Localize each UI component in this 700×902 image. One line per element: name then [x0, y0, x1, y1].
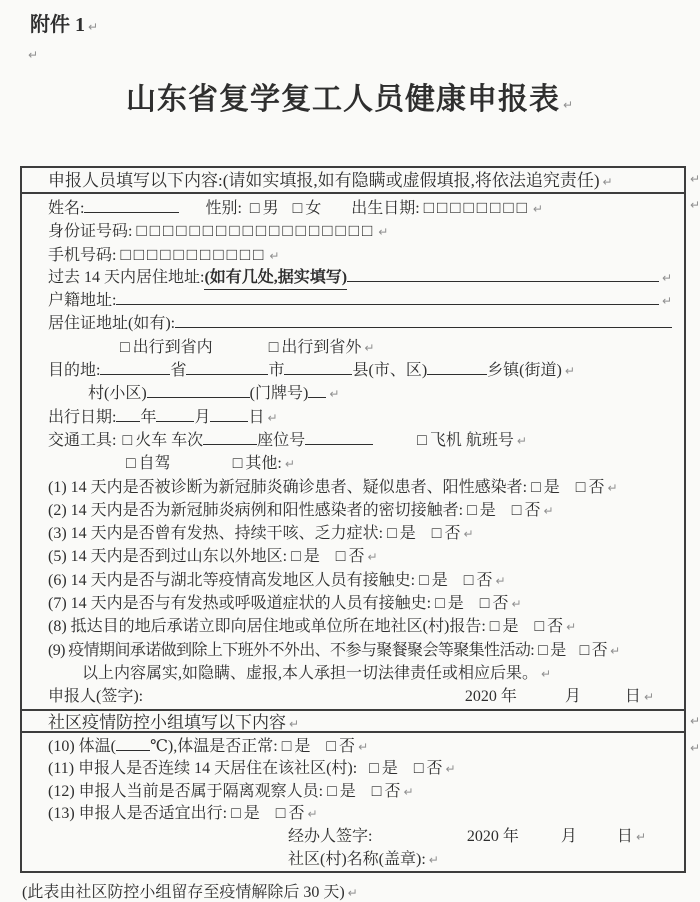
- paragraph-mark-icon: ↵: [543, 503, 554, 518]
- declarant-content: [22, 194, 684, 709]
- yes-label: 是: [294, 737, 311, 755]
- village-line: [48, 382, 672, 405]
- no-checkbox[interactable]: □: [575, 478, 586, 496]
- county-label: 县(市、区): [352, 362, 428, 380]
- community-name-label: 社区(村)名称(盖章):: [288, 850, 426, 868]
- declarant-sign-label: 申报人(签字):: [48, 688, 144, 706]
- paragraph-mark-icon: ↵: [267, 410, 278, 425]
- temperature-blank[interactable]: [116, 746, 150, 751]
- paragraph-mark-icon: ↵: [358, 739, 369, 754]
- yes-checkbox[interactable]: □: [387, 525, 397, 543]
- phone-line: [48, 243, 672, 266]
- paragraph-mark-icon: ↵: [690, 172, 700, 186]
- paragraph-mark-icon: ↵: [364, 340, 375, 355]
- no-label: 否: [492, 595, 509, 613]
- no-label: 否: [547, 618, 564, 636]
- paragraph-mark-icon: ↵: [564, 364, 575, 379]
- travel-outside-label: 出行到省外: [281, 338, 362, 356]
- no-label: 否: [288, 805, 305, 823]
- paragraph-mark-icon: ↵: [445, 762, 456, 777]
- temperature-prefix: (10) 体温(: [48, 737, 116, 755]
- name-label: 姓名:: [48, 200, 85, 217]
- footnote-text: (此表由社区防控小组留存至疫情解除后 30 天): [22, 884, 345, 901]
- no-checkbox[interactable]: □: [534, 618, 545, 636]
- question-text: (5) 14 天内是否到过山东以外地区:: [48, 548, 288, 566]
- month-blank[interactable]: [156, 417, 194, 422]
- seat-blank[interactable]: [305, 440, 373, 445]
- question-text: (13) 申报人是否适宜出行:: [48, 805, 228, 823]
- yes-label: 是: [543, 478, 560, 496]
- paragraph-mark-icon: ↵: [690, 198, 700, 212]
- sign-day: 日: [624, 688, 641, 706]
- no-checkbox[interactable]: □: [511, 501, 522, 519]
- statement-line: [48, 662, 672, 685]
- yes-checkbox[interactable]: □: [291, 548, 301, 566]
- paragraph-mark-icon: ↵: [661, 270, 672, 285]
- year-blank[interactable]: [116, 417, 140, 422]
- destination-label: 目的地:: [48, 362, 101, 380]
- declarant-section-header: [22, 168, 684, 194]
- no-label: 否: [384, 782, 401, 800]
- handler-sign-line: [48, 826, 672, 849]
- question-row: [48, 615, 672, 638]
- name-blank[interactable]: [84, 208, 179, 213]
- form-table: [20, 166, 686, 873]
- male-label: 男: [262, 200, 279, 217]
- yes-label: 是: [399, 525, 416, 543]
- town-label: 乡镇(街道): [487, 362, 562, 380]
- paragraph-mark-icon: ↵: [347, 886, 358, 900]
- village-blank[interactable]: [147, 393, 250, 398]
- self-drive-checkbox[interactable]: □: [126, 455, 136, 473]
- travel-within-checkbox[interactable]: □: [120, 338, 130, 356]
- question-text: (3) 14 天内是否曾有发热、持续干咳、乏力症状:: [48, 525, 384, 543]
- paragraph-mark-icon: ↵: [495, 573, 506, 588]
- no-checkbox[interactable]: □: [579, 641, 589, 659]
- page-title: [0, 74, 700, 118]
- plane-checkbox[interactable]: □: [417, 431, 427, 449]
- address-14day-line: [48, 266, 672, 289]
- plane-label: 飞机 航班号: [429, 431, 514, 449]
- travel-date-line: [48, 406, 672, 429]
- no-checkbox[interactable]: □: [431, 525, 442, 543]
- temperature-suffix: ℃),体温是否正常:: [150, 737, 278, 755]
- yes-label: 是: [502, 618, 519, 636]
- transport-line: [48, 429, 672, 452]
- hukou-line: [48, 289, 672, 312]
- handler-sign-year: 2020 年: [466, 827, 519, 845]
- address-14day-hint: (如有几处,据实填写): [204, 266, 347, 290]
- yes-checkbox[interactable]: □: [467, 501, 477, 519]
- community-section-header: [22, 709, 684, 733]
- paragraph-mark-icon: ↵: [541, 666, 552, 681]
- paragraph-mark-icon: ↵: [289, 716, 300, 731]
- footnote: [22, 879, 358, 902]
- province-label: 省: [170, 362, 187, 380]
- yes-label: 是: [243, 805, 260, 823]
- self-drive-label: 自驾: [138, 455, 171, 473]
- phone-label: 手机号码:: [48, 246, 117, 264]
- question-row: [48, 758, 672, 781]
- paragraph-mark-icon: ↵: [532, 202, 543, 216]
- travel-scope-line: [48, 336, 672, 359]
- declarant-sign-line: [48, 685, 672, 708]
- question-row: [48, 781, 672, 804]
- sign-year: 2020 年: [464, 688, 517, 706]
- handler-sign-label: 经办人签字:: [288, 827, 373, 845]
- question-row: [48, 476, 672, 499]
- travel-within-label: 出行到省内: [132, 338, 213, 356]
- no-checkbox[interactable]: □: [326, 737, 337, 755]
- community-section-header-text: 社区疫情防控小组填写以下内容: [48, 712, 286, 732]
- city-blank[interactable]: [186, 370, 268, 375]
- paragraph-mark-icon: ↵: [269, 248, 280, 263]
- residence-permit-line: [48, 312, 672, 335]
- no-label: 否: [444, 525, 461, 543]
- paragraph-mark-icon: ↵: [610, 643, 620, 658]
- paragraph-mark-icon: ↵: [607, 480, 618, 495]
- travel-outside-checkbox[interactable]: □: [268, 338, 279, 356]
- year-label: 年: [140, 408, 157, 426]
- residence-permit-label: 居住证地址(如有):: [48, 315, 176, 333]
- paragraph-mark-icon: ↵: [690, 741, 700, 755]
- question-row: [48, 592, 672, 615]
- paragraph-mark-icon: ↵: [307, 807, 318, 822]
- yes-checkbox[interactable]: □: [327, 782, 337, 800]
- paragraph-mark-icon: ↵: [463, 527, 474, 542]
- no-label: 否: [426, 760, 443, 778]
- house-number-blank[interactable]: [308, 393, 326, 398]
- paragraph-mark-icon: ↵: [562, 98, 575, 112]
- no-label: 否: [348, 548, 365, 566]
- province-blank[interactable]: [100, 370, 170, 375]
- paragraph-mark-icon: ↵: [516, 433, 527, 448]
- no-checkbox[interactable]: □: [413, 760, 424, 778]
- yes-label: 是: [550, 641, 566, 659]
- yes-checkbox[interactable]: □: [538, 641, 548, 659]
- no-checkbox[interactable]: □: [371, 782, 382, 800]
- travel-date-label: 出行日期:: [48, 408, 117, 426]
- house-number-label: (门牌号): [249, 385, 309, 403]
- transport-line-2: [48, 452, 672, 475]
- no-checkbox[interactable]: □: [335, 548, 346, 566]
- town-blank[interactable]: [427, 370, 487, 375]
- no-label: 否: [588, 478, 605, 496]
- seat-label: 座位号: [257, 431, 306, 449]
- address-14day-label: 过去 14 天内居住地址:: [48, 268, 205, 286]
- question-row: [48, 803, 672, 826]
- handler-sign-month: 月: [560, 827, 577, 845]
- residence-permit-blank[interactable]: [175, 314, 672, 328]
- day-blank[interactable]: [210, 417, 248, 422]
- question-row: [48, 545, 672, 568]
- paragraph-mark-icon: ↵: [661, 294, 672, 309]
- yes-checkbox[interactable]: □: [231, 805, 241, 823]
- question-text: (12) 申报人当前是否属于隔离观察人员:: [48, 782, 324, 800]
- day-label: 日: [248, 408, 265, 426]
- question-row: [48, 499, 672, 522]
- question-text: (6) 14 天内是否与湖北等疫情高发地区人员有接触史:: [48, 571, 416, 589]
- name-gender-birth-line: [48, 196, 672, 219]
- train-number-blank[interactable]: [203, 440, 257, 445]
- question-row: [48, 639, 672, 662]
- page-title-text: 山东省复学复工人员健康申报表: [125, 83, 560, 116]
- temperature-line: [48, 736, 672, 759]
- yes-label: 是: [479, 501, 496, 519]
- question-text: (2) 14 天内是否为新冠肺炎病例和阳性感染者的密切接触者:: [48, 501, 464, 519]
- declarant-section-header-text: 申报人员填写以下内容:(请如实填报,如有隐瞒或虚假填报,将依法追究责任): [48, 171, 600, 190]
- birth-date-boxes[interactable]: □□□□□□□□: [423, 198, 530, 217]
- other-label: 其他:: [245, 455, 282, 473]
- attachment-label: [30, 8, 98, 37]
- no-checkbox[interactable]: □: [463, 571, 474, 589]
- paragraph-mark-icon: ↵: [28, 48, 39, 62]
- train-checkbox[interactable]: □: [122, 431, 133, 449]
- male-checkbox[interactable]: □: [249, 200, 260, 217]
- paragraph-mark-icon: ↵: [643, 690, 654, 705]
- sign-month: 月: [564, 688, 581, 706]
- paragraph-mark-icon: ↵: [511, 597, 522, 612]
- question-row: [48, 569, 672, 592]
- village-label: 村(小区): [88, 385, 147, 403]
- yes-checkbox[interactable]: □: [435, 595, 445, 613]
- paragraph-mark-icon: ↵: [428, 852, 439, 867]
- question-text: (11) 申报人是否连续 14 天居住在该社区(村):: [48, 760, 358, 778]
- community-name-line: [48, 849, 672, 872]
- paragraph-mark-icon: ↵: [403, 784, 414, 799]
- statement-text: 以上内容属实,如隐瞒、虚报,本人承担一切法律责任或相应后果。: [82, 664, 539, 682]
- yes-checkbox[interactable]: □: [531, 478, 541, 496]
- train-label: 火车 车次: [135, 431, 204, 449]
- yes-checkbox[interactable]: □: [489, 618, 500, 636]
- handler-sign-day: 日: [616, 827, 633, 845]
- county-blank[interactable]: [284, 370, 352, 375]
- month-label: 月: [194, 408, 211, 426]
- birth-date-label: 出生日期:: [351, 200, 420, 217]
- yes-checkbox[interactable]: □: [281, 737, 292, 755]
- no-label: 否: [524, 501, 541, 519]
- no-label: 否: [591, 641, 608, 659]
- yes-label: 是: [303, 548, 320, 566]
- destination-line: [48, 359, 672, 382]
- yes-label: 是: [381, 760, 398, 778]
- id-number-label: 身份证号码:: [48, 223, 133, 241]
- paragraph-mark-icon: ↵: [284, 457, 295, 472]
- yes-label: 是: [447, 595, 464, 613]
- attachment-label-text: 附件 1: [30, 14, 85, 36]
- question-text: (9) 疫情期间承诺做到除上下班外不外出、不参与聚餐聚会等聚集性活动:: [48, 641, 535, 659]
- question-text: (8) 抵达目的地后承诺立即向居住地或单位所在地社区(村)报告:: [48, 618, 486, 636]
- gender-label: 性别:: [205, 200, 242, 217]
- question-row: [48, 522, 672, 545]
- transport-label: 交通工具:: [48, 431, 117, 449]
- female-label: 女: [305, 200, 322, 217]
- hukou-label: 户籍地址:: [48, 292, 117, 310]
- no-label: 否: [476, 571, 493, 589]
- paragraph-mark-icon: ↵: [329, 387, 340, 402]
- question-text: (7) 14 天内是否与有发热或呼吸道症状的人员有接触史:: [48, 595, 432, 613]
- no-checkbox[interactable]: □: [479, 595, 490, 613]
- yes-label: 是: [339, 782, 356, 800]
- question-text: (1) 14 天内是否被诊断为新冠肺炎确诊患者、疑似患者、阳性感染者:: [48, 478, 528, 496]
- paragraph-mark-icon: ↵: [367, 550, 378, 565]
- id-number-boxes[interactable]: □□□□□□□□□□□□□□□□□□: [136, 221, 376, 241]
- id-number-line: [48, 219, 672, 242]
- yes-label: 是: [431, 571, 448, 589]
- paragraph-mark-icon: ↵: [690, 714, 700, 728]
- yes-checkbox[interactable]: □: [419, 571, 429, 589]
- yes-checkbox[interactable]: □: [369, 760, 379, 778]
- female-checkbox[interactable]: □: [292, 200, 303, 217]
- paragraph-mark-icon: ↵: [88, 20, 99, 34]
- city-label: 市: [268, 362, 285, 380]
- phone-boxes[interactable]: □□□□□□□□□□□: [120, 244, 267, 264]
- paragraph-mark-icon: ↵: [378, 225, 389, 240]
- paragraph-mark-icon: ↵: [635, 829, 646, 844]
- hukou-blank[interactable]: [116, 291, 658, 305]
- community-content: [22, 733, 684, 872]
- no-checkbox[interactable]: □: [275, 805, 286, 823]
- other-checkbox[interactable]: □: [232, 455, 243, 473]
- address-14day-blank[interactable]: [347, 268, 659, 282]
- paragraph-mark-icon: ↵: [566, 620, 577, 635]
- no-label: 否: [339, 737, 356, 755]
- paragraph-mark-icon: ↵: [602, 175, 613, 189]
